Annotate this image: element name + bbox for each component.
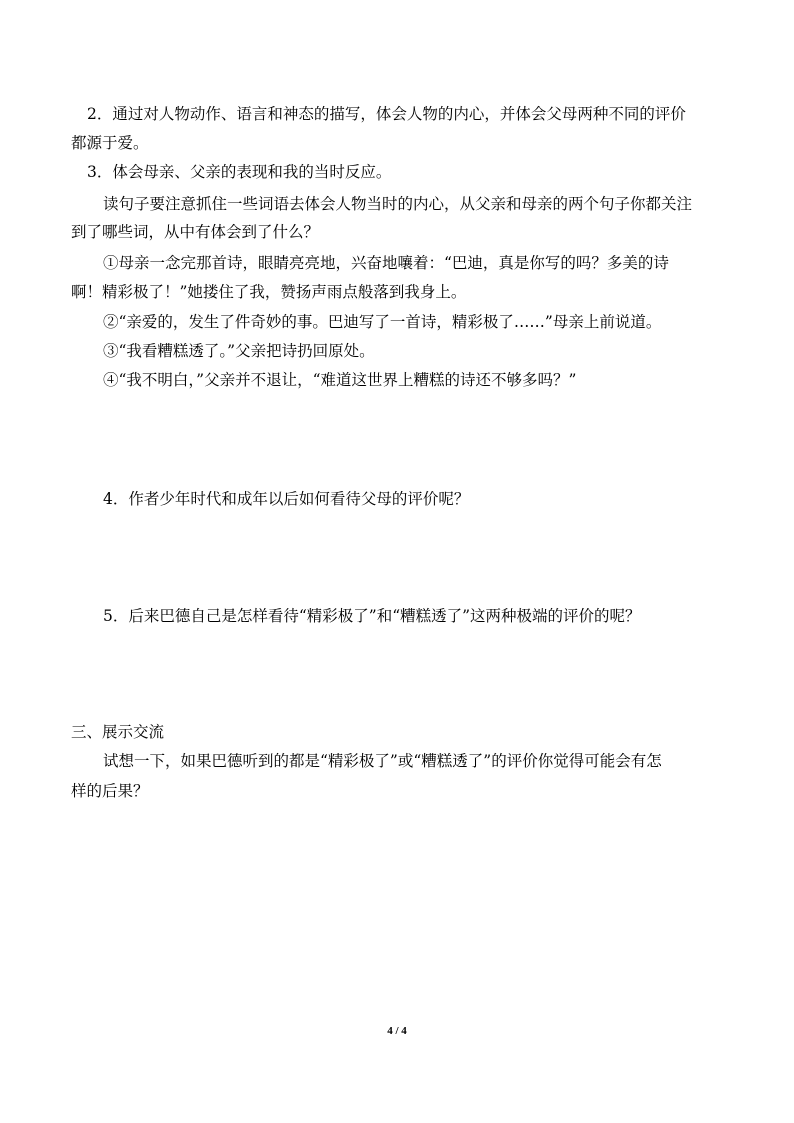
question-4: 4．作者少年时代和成年以后如何看待父母的评价呢？ [103,490,470,508]
exchange-prompt-line-2: 样的后果？ [71,782,149,800]
question-2-line-1: 2．通过对人物动作、语言和神态的描写，体会人物的内心，并体会父母两种不同的评价 [87,105,686,123]
quote-1-line-2: 啊！精彩极了！”她搂住了我，赞扬声雨点般落到我身上。 [71,283,467,301]
question-5: 5．后来巴德自己是怎样看待“精彩极了”和“糟糕透了”这两种极端的评价的呢？ [103,607,641,625]
exchange-prompt-line-1: 试想一下，如果巴德听到的都是“精彩极了”或“糟糕透了”的评价你觉得可能会有怎 [103,752,662,770]
quote-2: ②“亲爱的，发生了件奇妙的事。巴迪写了一首诗，精彩极了……”母亲上前说道。 [103,313,662,331]
quote-4: ④“我不明白，”父亲并不退让，“难道这世界上糟糕的诗还不够多吗？” [103,371,577,389]
question-3-heading: 3．体会母亲、父亲的表现和我的当时反应。 [87,163,392,181]
question-2-line-2: 都源于爱。 [71,134,149,152]
quote-1-line-1: ①母亲一念完那首诗，眼睛亮亮地，兴奋地嚷着：“巴迪，真是你写的吗？多美的诗 [103,254,669,272]
section-heading-exchange: 三、展示交流 [71,723,165,741]
question-3-instruction-line-2: 到了哪些词，从中有体会到了什么？ [71,223,320,241]
page-number: 4 / 4 [387,1025,407,1037]
question-3-instruction-line-1: 读句子要注意抓住一些词语去体会人物当时的内心，从父亲和母亲的两个句子你都关注 [103,195,693,213]
quote-3: ③“我看糟糕透了。”父亲把诗扔回原处。 [103,342,375,360]
